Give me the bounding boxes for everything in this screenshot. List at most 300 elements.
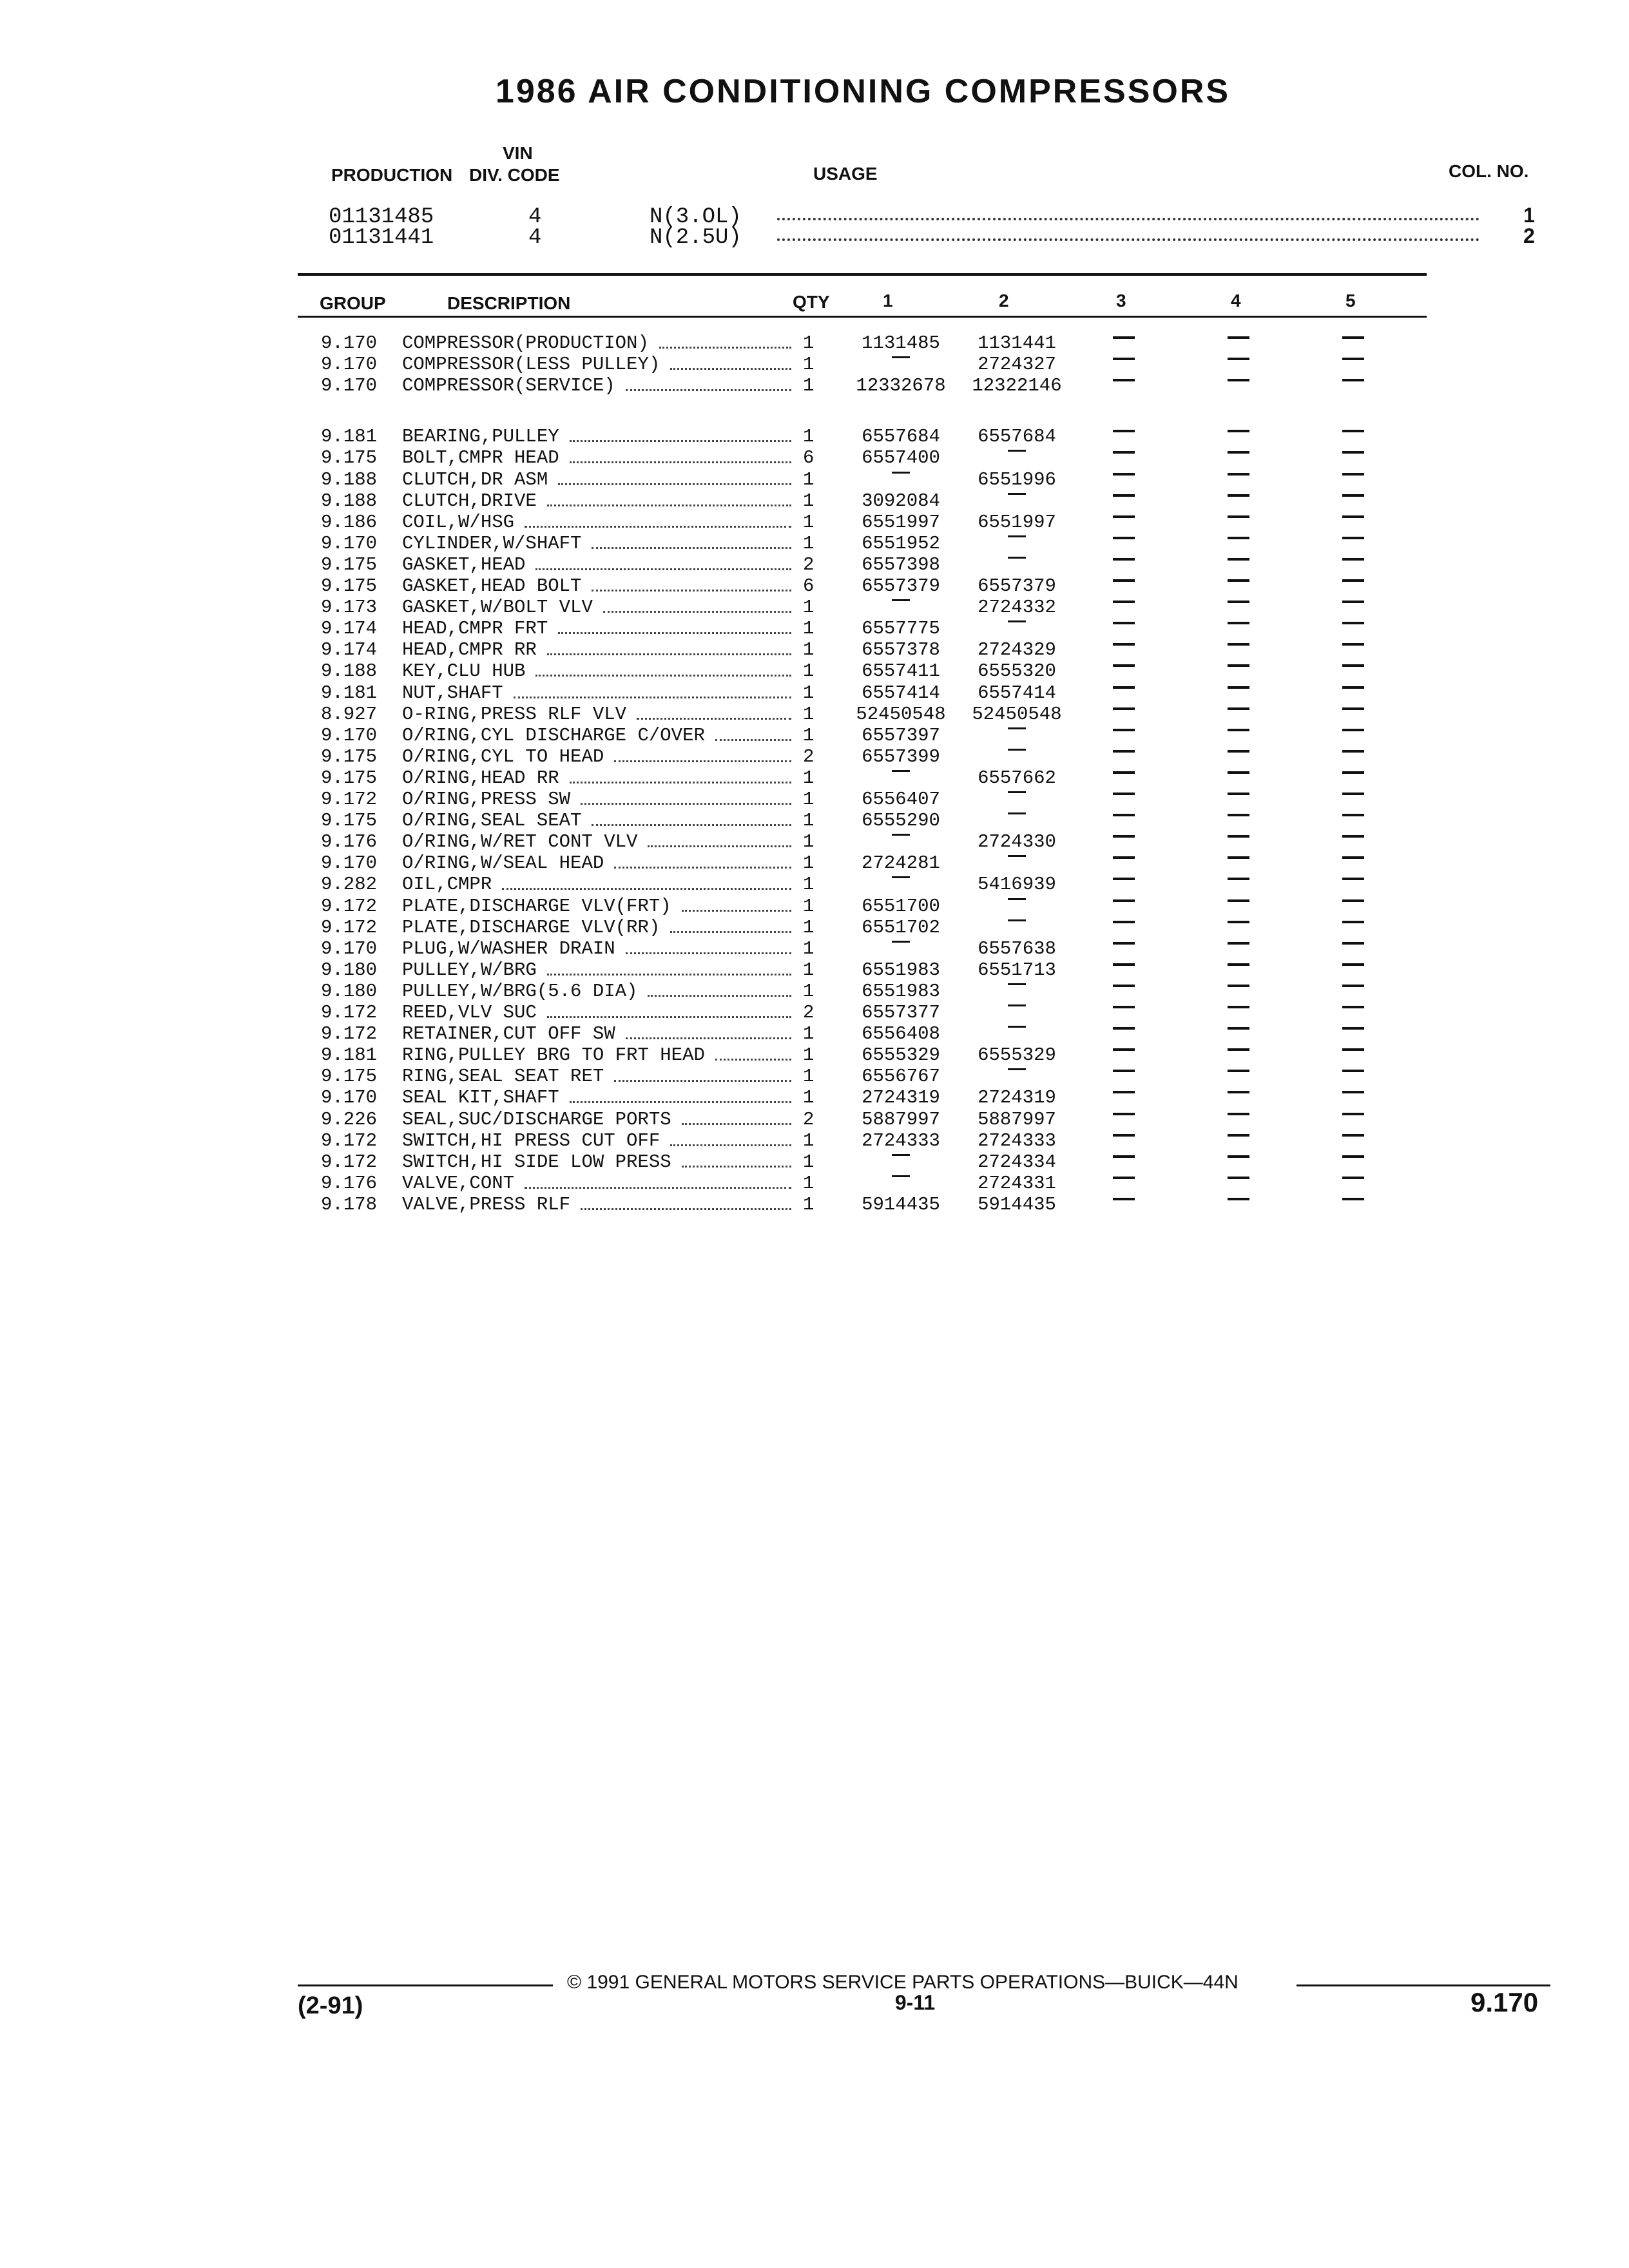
empty-col-3-dash	[1113, 963, 1135, 966]
part-number-col-1: 2724333	[862, 1129, 940, 1151]
part-number-col-2: 2724319	[978, 1087, 1056, 1109]
empty-col-5-dash	[1342, 899, 1364, 902]
group-number: 9.226	[321, 1108, 378, 1130]
page-title: 1986 AIR CONDITIONING COMPRESSORS	[495, 73, 1231, 110]
part-number-col-1: 6557775	[862, 618, 940, 640]
empty-col-5-dash	[1342, 856, 1364, 859]
empty-col-3-dash	[1113, 1070, 1135, 1072]
dot-leader	[525, 1187, 791, 1189]
empty-col-3-dash	[1113, 856, 1135, 859]
part-number-dash	[1008, 855, 1026, 857]
part-number-dash	[1008, 493, 1026, 495]
part-number-col-1: 6557400	[862, 447, 940, 469]
part-quantity: 1	[803, 426, 815, 448]
dot-leader	[648, 995, 791, 997]
part-quantity: 1	[803, 532, 815, 554]
empty-col-5-dash	[1342, 878, 1364, 880]
empty-col-4-dash	[1228, 771, 1249, 774]
part-number-dash	[892, 876, 910, 878]
empty-col-3-dash	[1113, 985, 1135, 987]
part-description: PLUG,W/WASHER DRAIN	[402, 937, 615, 959]
dot-leader	[547, 653, 791, 655]
group-number: 9.172	[321, 1002, 378, 1023]
part-quantity: 1	[803, 1066, 815, 1088]
group-number: 9.180	[321, 980, 378, 1002]
div-code-label: DIV. CODE	[469, 165, 560, 185]
part-quantity: 2	[803, 1002, 815, 1023]
part-number-dash	[1008, 791, 1026, 793]
part-description: NUT,SHAFT	[402, 682, 503, 704]
part-number-dash	[1008, 983, 1026, 985]
dot-leader	[626, 389, 791, 391]
dot-leader	[670, 368, 791, 370]
part-description: RING,PULLEY BRG TO FRT HEAD	[402, 1044, 705, 1066]
dot-leader	[659, 347, 791, 349]
part-description: O/RING,SEAL SEAT	[402, 810, 582, 832]
col-header-group: GROUP	[320, 293, 386, 313]
part-description: BEARING,PULLEY	[402, 426, 559, 448]
group-number: 9.170	[321, 1087, 378, 1109]
group-number: 9.170	[321, 532, 378, 554]
part-description: PULLEY,W/BRG	[402, 959, 537, 981]
division-code: 4	[528, 205, 542, 229]
dot-leader	[670, 1144, 791, 1146]
part-description: HEAD,CMPR FRT	[402, 618, 548, 640]
part-number-col-1: 6556767	[862, 1066, 940, 1088]
division-code: 4	[528, 226, 542, 250]
part-description: GASKET,W/BOLT VLV	[402, 597, 593, 619]
group-number: 9.181	[321, 682, 378, 704]
dot-leader	[570, 461, 791, 463]
part-quantity: 1	[803, 1087, 815, 1109]
part-number-col-1: 6551997	[862, 511, 940, 533]
part-quantity: 1	[803, 852, 815, 874]
part-number-dash	[892, 941, 910, 943]
empty-col-4-dash	[1228, 515, 1249, 518]
part-number-col-2: 2724334	[978, 1151, 1056, 1173]
part-number-col-1: 6555290	[862, 810, 940, 832]
empty-col-5-dash	[1342, 1070, 1364, 1072]
part-number-col-1: 6557397	[862, 724, 940, 746]
part-number-col-1: 3092084	[862, 490, 940, 512]
group-number: 9.172	[321, 916, 378, 938]
part-number-col-1: 6556408	[862, 1023, 940, 1045]
part-description: SWITCH,HI PRESS CUT OFF	[402, 1129, 660, 1151]
part-description: VALVE,CONT	[402, 1172, 515, 1194]
part-description: SWITCH,HI SIDE LOW PRESS	[402, 1151, 671, 1173]
empty-col-5-dash	[1342, 1113, 1364, 1115]
empty-col-4-dash	[1228, 729, 1249, 731]
col-header-qty: QTY	[793, 292, 830, 312]
dot-leader	[626, 1037, 791, 1039]
part-number-col-1: 6551702	[862, 916, 940, 938]
empty-col-4-dash	[1228, 1006, 1249, 1008]
dot-leader	[547, 974, 791, 975]
dot-leader	[547, 505, 791, 506]
empty-col-3-dash	[1113, 494, 1135, 497]
empty-col-3-dash	[1113, 601, 1135, 603]
empty-col-4-dash	[1228, 622, 1249, 624]
dot-leader	[626, 952, 791, 954]
part-number-col-1: 6551952	[862, 532, 940, 554]
empty-col-5-dash	[1342, 1027, 1364, 1030]
empty-col-4-dash	[1228, 451, 1249, 454]
group-number: 9.178	[321, 1193, 378, 1215]
group-number: 9.172	[321, 789, 378, 810]
part-description: PLATE,DISCHARGE VLV(FRT)	[402, 895, 671, 917]
empty-col-5-dash	[1342, 921, 1364, 923]
empty-col-5-dash	[1342, 750, 1364, 753]
dot-leader	[614, 760, 791, 762]
footer-rule-right	[1296, 1984, 1550, 1986]
empty-col-4-dash	[1228, 1048, 1249, 1051]
empty-col-4-dash	[1228, 537, 1249, 539]
part-description: COMPRESSOR(PRODUCTION)	[402, 332, 649, 354]
part-number-col-2: 2724327	[978, 354, 1056, 376]
part-quantity: 1	[803, 332, 815, 354]
group-number: 9.176	[321, 831, 378, 853]
empty-col-5-dash	[1342, 1134, 1364, 1137]
usage-code: N(2.5U)	[650, 226, 742, 250]
empty-col-5-dash	[1342, 1091, 1364, 1093]
part-number-col-1: 6557684	[862, 426, 940, 448]
empty-col-4-dash	[1228, 1027, 1249, 1030]
group-number: 9.170	[321, 354, 378, 376]
col-header-5: 5	[1345, 291, 1356, 311]
part-number-dash	[892, 834, 910, 836]
part-number-col-1: 5887997	[862, 1108, 940, 1130]
part-quantity: 2	[803, 745, 815, 767]
dot-leader	[592, 824, 791, 826]
dot-leader	[670, 931, 791, 933]
empty-col-4-dash	[1228, 985, 1249, 987]
empty-col-5-dash	[1342, 1155, 1364, 1158]
part-quantity: 6	[803, 447, 815, 469]
empty-col-4-dash	[1228, 494, 1249, 497]
empty-col-4-dash	[1228, 878, 1249, 880]
empty-col-3-dash	[1113, 622, 1135, 624]
part-number-col-1: 6557378	[862, 639, 940, 661]
empty-col-4-dash	[1228, 1177, 1249, 1179]
vin-label: VIN	[503, 143, 533, 163]
empty-col-4-dash	[1228, 856, 1249, 859]
part-number-col-1: 6555329	[862, 1044, 940, 1066]
empty-col-5-dash	[1342, 1177, 1364, 1179]
part-description: PLATE,DISCHARGE VLV(RR)	[402, 916, 660, 938]
part-quantity: 2	[803, 553, 815, 575]
empty-col-5-dash	[1342, 963, 1364, 966]
empty-col-4-dash	[1228, 1155, 1249, 1158]
part-number-col-2: 5416939	[978, 874, 1056, 896]
dot-leader	[592, 590, 791, 591]
part-number-col-2: 6557662	[978, 767, 1056, 789]
part-number-col-1: 6557379	[862, 575, 940, 597]
empty-col-5-dash	[1342, 494, 1364, 497]
empty-col-5-dash	[1342, 515, 1364, 518]
part-description: SEAL KIT,SHAFT	[402, 1087, 559, 1109]
empty-col-3-dash	[1113, 473, 1135, 476]
empty-col-3-dash	[1113, 899, 1135, 902]
col-no-label: COL. NO.	[1449, 161, 1529, 181]
col-header-1: 1	[883, 291, 893, 311]
group-number: 9.186	[321, 511, 378, 533]
empty-col-5-dash	[1342, 643, 1364, 646]
part-number-col-2: 6551713	[978, 959, 1056, 981]
empty-col-3-dash	[1113, 558, 1135, 561]
dot-leader	[581, 1208, 791, 1210]
part-quantity: 1	[803, 511, 815, 533]
empty-col-5-dash	[1342, 664, 1364, 667]
empty-col-4-dash	[1228, 963, 1249, 966]
empty-col-4-dash	[1228, 942, 1249, 945]
empty-col-4-dash	[1228, 1070, 1249, 1072]
part-number-col-1: 6557399	[862, 745, 940, 767]
part-number-col-2: 5887997	[978, 1108, 1056, 1130]
empty-col-3-dash	[1113, 579, 1135, 582]
part-description: O/RING,CYL DISCHARGE C/OVER	[402, 724, 705, 746]
empty-col-4-dash	[1228, 664, 1249, 667]
header-rule-bottom	[298, 316, 1427, 318]
empty-col-3-dash	[1113, 336, 1135, 339]
part-number-dash	[1008, 535, 1026, 537]
part-number-dash	[1008, 450, 1026, 452]
part-number-col-1: 6551700	[862, 895, 940, 917]
part-description: O-RING,PRESS RLF VLV	[402, 703, 627, 725]
empty-col-4-dash	[1228, 750, 1249, 753]
group-number: 9.181	[321, 426, 378, 448]
part-number-dash	[1008, 1026, 1026, 1028]
part-quantity: 1	[803, 916, 815, 938]
part-number-col-2: 1131441	[978, 332, 1056, 354]
part-number-col-2: 6557379	[978, 575, 1056, 597]
part-number-dash	[1008, 557, 1026, 559]
group-number: 9.180	[321, 959, 378, 981]
dot-leader	[525, 526, 791, 528]
dot-leader	[682, 1123, 791, 1125]
part-quantity: 1	[803, 895, 815, 917]
empty-col-3-dash	[1113, 1113, 1135, 1115]
empty-col-4-dash	[1228, 1113, 1249, 1115]
dot-leader	[570, 782, 791, 783]
part-quantity: 1	[803, 1129, 815, 1151]
empty-col-3-dash	[1113, 358, 1135, 360]
dot-leader	[558, 483, 791, 485]
empty-col-4-dash	[1228, 835, 1249, 838]
empty-col-3-dash	[1113, 750, 1135, 753]
dot-leader	[558, 632, 791, 634]
part-number-dash	[1008, 727, 1026, 729]
part-description: CLUTCH,DRIVE	[402, 490, 537, 512]
part-description: PULLEY,W/BRG(5.6 DIA)	[402, 980, 638, 1002]
empty-col-3-dash	[1113, 664, 1135, 667]
group-number: 9.176	[321, 1172, 378, 1194]
part-quantity: 1	[803, 1044, 815, 1066]
part-description: HEAD,CMPR RR	[402, 639, 537, 661]
group-number: 9.170	[321, 937, 378, 959]
group-number: 9.175	[321, 810, 378, 832]
usage-code: N(3.OL)	[650, 205, 742, 229]
group-number: 9.175	[321, 575, 378, 597]
empty-col-3-dash	[1113, 451, 1135, 454]
empty-col-5-dash	[1342, 707, 1364, 710]
dot-leader	[592, 547, 791, 549]
group-number: 9.188	[321, 468, 378, 490]
group-number: 9.172	[321, 1023, 378, 1045]
dot-leader	[648, 845, 791, 847]
group-number: 9.181	[321, 1044, 378, 1066]
part-number-col-1: 6557398	[862, 553, 940, 575]
part-number-dash	[1008, 749, 1026, 751]
footer-rule-left	[298, 1984, 553, 1986]
part-quantity: 1	[803, 810, 815, 832]
part-quantity: 1	[803, 354, 815, 376]
part-quantity: 1	[803, 618, 815, 640]
empty-col-3-dash	[1113, 771, 1135, 774]
empty-col-3-dash	[1113, 1006, 1135, 1008]
empty-col-5-dash	[1342, 793, 1364, 795]
part-description: COIL,W/HSG	[402, 511, 515, 533]
part-quantity: 1	[803, 789, 815, 810]
part-number-dash	[892, 1175, 910, 1177]
part-description: O/RING,PRESS SW	[402, 789, 571, 810]
group-number: 9.172	[321, 1151, 378, 1173]
dot-leader	[715, 1059, 791, 1061]
part-quantity: 1	[803, 703, 815, 725]
part-number-dash	[1008, 898, 1026, 900]
empty-col-3-dash	[1113, 942, 1135, 945]
empty-col-5-dash	[1342, 622, 1364, 624]
empty-col-3-dash	[1113, 1048, 1135, 1051]
part-number-col-2: 6557684	[978, 426, 1056, 448]
empty-col-4-dash	[1228, 1134, 1249, 1137]
part-quantity: 1	[803, 682, 815, 704]
dot-leader	[502, 888, 791, 890]
empty-col-3-dash	[1113, 1177, 1135, 1179]
empty-col-5-dash	[1342, 336, 1364, 339]
group-number: 9.170	[321, 852, 378, 874]
part-quantity: 1	[803, 937, 815, 959]
part-number-dash	[892, 472, 910, 474]
production-number: 01131485	[329, 205, 434, 229]
revision-date: (2-91)	[298, 1992, 363, 2019]
part-number-col-1: 6551983	[862, 980, 940, 1002]
part-description: GASKET,HEAD BOLT	[402, 575, 582, 597]
empty-col-4-dash	[1228, 899, 1249, 902]
empty-col-5-dash	[1342, 358, 1364, 360]
group-number: 9.172	[321, 1129, 378, 1151]
part-number-col-1: 52450548	[856, 703, 946, 725]
part-number-col-2: 6551997	[978, 511, 1056, 533]
part-quantity: 1	[803, 831, 815, 853]
part-quantity: 1	[803, 767, 815, 789]
group-number: 9.175	[321, 745, 378, 767]
dot-leader	[614, 867, 791, 869]
part-description: CLUTCH,DR ASM	[402, 468, 548, 490]
empty-col-3-dash	[1113, 707, 1135, 710]
part-number-col-2: 5914435	[978, 1193, 1056, 1215]
group-number: 9.175	[321, 767, 378, 789]
empty-col-3-dash	[1113, 878, 1135, 880]
part-description: COMPRESSOR(LESS PULLEY)	[402, 354, 660, 376]
dot-leader	[581, 803, 791, 805]
dot-leader	[603, 611, 791, 613]
part-number-dash	[892, 356, 910, 358]
empty-col-3-dash	[1113, 1198, 1135, 1200]
empty-col-3-dash	[1113, 1155, 1135, 1158]
part-description: RING,SEAL SEAT RET	[402, 1066, 604, 1088]
part-description: COMPRESSOR(SERVICE)	[402, 375, 615, 397]
part-description: O/RING,HEAD RR	[402, 767, 559, 789]
group-number: 9.170	[321, 724, 378, 746]
dot-leader	[535, 568, 791, 570]
part-description: OIL,CMPR	[402, 874, 492, 896]
dot-leader	[570, 440, 791, 442]
empty-col-4-dash	[1228, 379, 1249, 381]
col-header-4: 4	[1231, 291, 1241, 311]
empty-col-3-dash	[1113, 1134, 1135, 1137]
part-number-dash	[892, 770, 910, 772]
empty-col-3-dash	[1113, 793, 1135, 795]
dot-leader	[547, 1016, 791, 1018]
part-quantity: 1	[803, 597, 815, 619]
part-description: RETAINER,CUT OFF SW	[402, 1023, 615, 1045]
empty-col-5-dash	[1342, 1048, 1364, 1051]
dot-leader	[570, 1101, 791, 1103]
empty-col-3-dash	[1113, 686, 1135, 689]
section-number: 9.170	[1470, 1987, 1539, 2017]
group-number: 8.927	[321, 703, 378, 725]
col-header-2: 2	[999, 291, 1009, 311]
part-number-col-2: 2724333	[978, 1129, 1056, 1151]
empty-col-4-dash	[1228, 707, 1249, 710]
part-quantity: 1	[803, 1023, 815, 1045]
part-description: BOLT,CMPR HEAD	[402, 447, 559, 469]
empty-col-3-dash	[1113, 729, 1135, 731]
empty-col-5-dash	[1342, 771, 1364, 774]
part-number-dash	[892, 1154, 910, 1156]
group-number: 9.174	[321, 618, 378, 640]
empty-col-5-dash	[1342, 942, 1364, 945]
empty-col-4-dash	[1228, 579, 1249, 582]
empty-col-3-dash	[1113, 537, 1135, 539]
part-number-dash	[1008, 620, 1026, 622]
part-description: O/RING,W/SEAL HEAD	[402, 852, 604, 874]
column-number: 1	[1523, 204, 1535, 227]
group-number: 9.173	[321, 597, 378, 619]
empty-col-3-dash	[1113, 430, 1135, 432]
dot-leader	[682, 910, 791, 912]
empty-col-3-dash	[1113, 1027, 1135, 1030]
part-number-col-2: 2724332	[978, 597, 1056, 619]
part-quantity: 2	[803, 1108, 815, 1130]
group-number: 9.170	[321, 332, 378, 354]
dot-leader	[535, 675, 791, 677]
group-number: 9.175	[321, 447, 378, 469]
part-number-col-1: 1131485	[862, 332, 940, 354]
part-number-col-2: 6557638	[978, 937, 1056, 959]
empty-col-4-dash	[1228, 336, 1249, 339]
part-quantity: 1	[803, 490, 815, 512]
empty-col-4-dash	[1228, 814, 1249, 816]
part-quantity: 6	[803, 575, 815, 597]
part-number-dash	[1008, 1004, 1026, 1006]
empty-col-4-dash	[1228, 601, 1249, 603]
empty-col-5-dash	[1342, 1006, 1364, 1008]
empty-col-5-dash	[1342, 601, 1364, 603]
empty-col-4-dash	[1228, 1198, 1249, 1200]
part-quantity: 1	[803, 724, 815, 746]
part-number-col-1: 6557377	[862, 1002, 940, 1023]
